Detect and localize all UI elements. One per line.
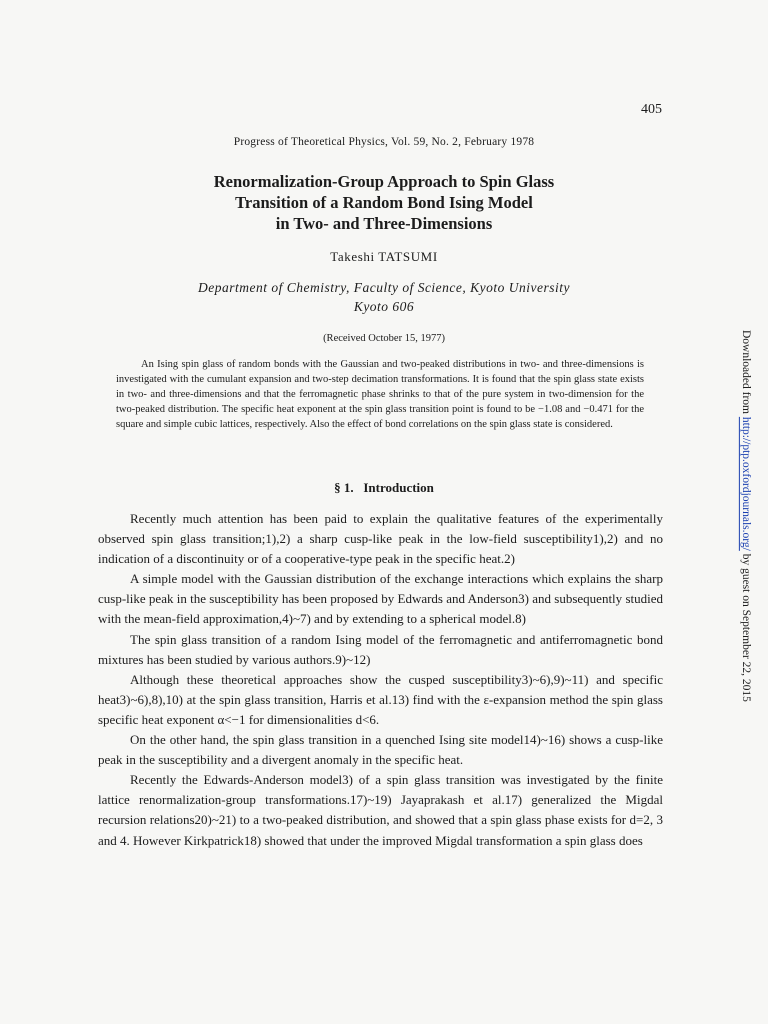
affiliation-line-1: Department of Chemistry, Faculty of Science, Kyoto University <box>197 280 571 295</box>
title-line-2: Transition of a Random Bond Ising Model <box>235 193 533 212</box>
paragraph-3: The spin glass transition of a random Ising model of the ferromagnetic and antiferromagnetic bond mixtures has been studied by various authors.9)~12) <box>98 631 663 667</box>
download-side-note <box>733 330 752 700</box>
paragraph-1: Recently much attention has been paid to explain the qualitative features of the experimentally observed spin glass transition;1),2) a sharp cusp-like peak in the low-field susceptibility1),2) and no indication of a discontinuity or of a cooperative-type peak in the specific heat.2) <box>98 511 663 567</box>
abstract-text: An Ising spin glass of random bonds with the Gaussian and two-peaked distributions in two- and three-dimensions is investigated with the cumulant expansion and two-step decimation transformations. It is found that the spin glass state exists in two- and three-dimensions and that the ferromagnetic phase shrinks to that of the pure system in two-dimension for the two-peaked distribution. The specific heat exponent at the spin glass transition point is found to be −1.08 and −0.471 for the square and simple cubic lattices, respectively. Also the effect of bond correlations on the spin glass state is considered. <box>116 359 644 430</box>
title-line-1: Renormalization-Group Approach to Spin Glass <box>213 172 555 191</box>
side-note-prefix: Downloaded from <box>740 330 752 417</box>
affiliation-line-2: Kyoto 606 <box>353 299 415 314</box>
paragraph-4: Although these theoretical approaches show the cusped susceptibility3)~6),9)~11) and specific heat3)~6),8),10) at the spin glass transition, Harris et al.13) find with the ε-expansion method the spin glass specific heat exponent α<−1 for dimensionalities d<6. <box>98 671 663 727</box>
title-line-3: in Two- and Three-Dimensions <box>275 214 493 233</box>
section-number: § 1. <box>334 480 354 495</box>
section-heading <box>0 480 768 496</box>
author: Takeshi TATSUMI <box>330 249 438 264</box>
section-title: Introduction <box>363 480 434 495</box>
paragraph-5: On the other hand, the spin glass transition in a quenched Ising site model14)~16) shows a cusp-like peak in the susceptibility and a divergent anomaly in the specific heat. <box>98 732 663 768</box>
received-date: (Received October 15, 1977) <box>323 333 445 344</box>
paragraph-6: Recently the Edwards-Anderson model3) of a spin glass transition was investigated by the finite lattice renormalization-group transformations.17)~19) Jayaprakash et al.17) generalized the Migdal recursion relations20)~21) to a two-peaked distribution, and showed that a spin glass phase exists for d=2, 3 and 4. However Kirkpatrick18) showed that under the improved Migdal transformation a spin glass does <box>98 772 663 848</box>
side-note-link[interactable]: http://ptp.oxfordjournals.org/ <box>740 416 752 551</box>
side-note-suffix: by guest on September 22, 2015 <box>740 550 752 702</box>
journal-line: Progress of Theoretical Physics, Vol. 59, No. 2, February 1978 <box>233 136 535 148</box>
page-number: 405 <box>641 102 662 117</box>
body-text <box>98 509 663 851</box>
paper-title <box>0 171 768 234</box>
affiliation <box>0 278 768 316</box>
abstract <box>116 357 644 432</box>
paragraph-2: A simple model with the Gaussian distribution of the exchange interactions which explains the sharp cusp-like peak in the susceptibility has been proposed by Edwards and Anderson3) and subsequently studied with the mean-field approximation,4)~7) and by extending to a spherical model.8) <box>98 571 663 627</box>
